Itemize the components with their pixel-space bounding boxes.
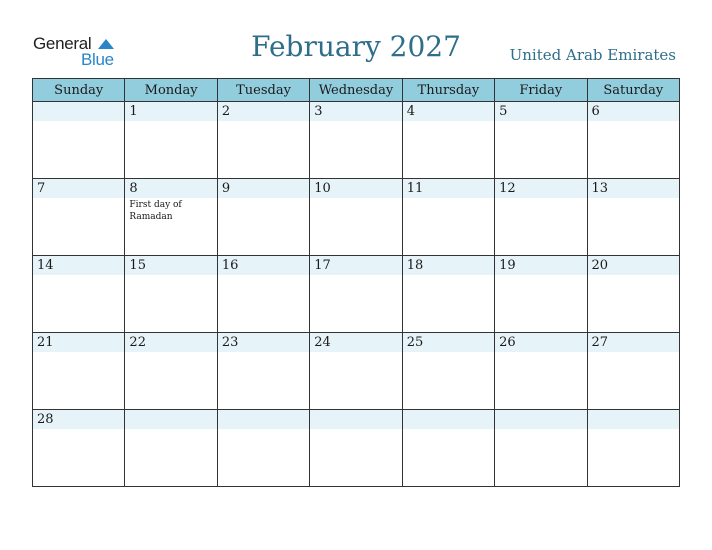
day-cell bbox=[217, 410, 309, 487]
day-number-band bbox=[588, 102, 679, 121]
day-number-band bbox=[125, 179, 216, 198]
day-number: 14 bbox=[37, 258, 54, 273]
day-number-band bbox=[588, 179, 679, 198]
day-cell bbox=[310, 333, 402, 410]
day-number-band bbox=[495, 410, 586, 429]
weekday-header: Saturday bbox=[587, 79, 679, 102]
day-cell bbox=[495, 333, 587, 410]
day-cell bbox=[125, 256, 217, 333]
day-number: 13 bbox=[591, 181, 609, 196]
day-cell bbox=[125, 102, 217, 179]
day-cell bbox=[217, 256, 309, 333]
week-row bbox=[33, 410, 680, 487]
day-number: 5 bbox=[499, 104, 508, 119]
calendar-grid bbox=[32, 78, 680, 487]
week-row bbox=[33, 333, 680, 410]
day-number-band bbox=[403, 102, 494, 121]
day-cell bbox=[587, 333, 679, 410]
holiday-event: First day of Ramadan bbox=[129, 200, 182, 222]
day-number-band bbox=[218, 256, 309, 275]
day-cell bbox=[217, 102, 309, 179]
week-row bbox=[33, 179, 680, 256]
logo-text-blue: Blue bbox=[81, 50, 114, 69]
day-number: 3 bbox=[314, 104, 323, 119]
day-number: 20 bbox=[591, 258, 609, 273]
calendar-body bbox=[33, 102, 680, 487]
day-number-band bbox=[310, 333, 401, 352]
day-number: 17 bbox=[314, 258, 331, 273]
weekday-header-row bbox=[33, 79, 680, 102]
day-number-band bbox=[403, 333, 494, 352]
day-number-band bbox=[588, 256, 679, 275]
day-cell bbox=[310, 256, 402, 333]
day-cell bbox=[33, 256, 125, 333]
day-cell bbox=[587, 179, 679, 256]
day-number-band bbox=[403, 179, 494, 198]
day-number: 22 bbox=[129, 335, 146, 350]
day-number: 15 bbox=[129, 258, 146, 273]
day-number-band bbox=[218, 333, 309, 352]
day-number-band bbox=[33, 179, 124, 198]
day-number-band bbox=[495, 179, 586, 198]
day-cell bbox=[33, 179, 125, 256]
day-cell bbox=[33, 410, 125, 487]
day-number: 9 bbox=[221, 181, 231, 196]
weekday-header: Tuesday bbox=[217, 79, 309, 102]
day-number: 21 bbox=[37, 335, 54, 350]
country-label: United Arab Emirates bbox=[509, 46, 676, 64]
logo-text-general: General bbox=[33, 34, 92, 53]
day-number-band bbox=[310, 410, 401, 429]
day-number: 11 bbox=[406, 181, 424, 196]
day-number-band bbox=[33, 410, 124, 429]
day-cell bbox=[402, 333, 494, 410]
weekday-header: Sunday bbox=[33, 79, 125, 102]
day-number: 18 bbox=[406, 258, 424, 273]
day-number: 27 bbox=[591, 335, 609, 350]
day-number-band bbox=[403, 410, 494, 429]
weekday-header: Wednesday bbox=[310, 79, 402, 102]
day-number: 4 bbox=[406, 104, 415, 119]
day-number: 10 bbox=[314, 181, 331, 196]
day-cell bbox=[125, 179, 217, 256]
day-number: 25 bbox=[406, 335, 424, 350]
day-number-band bbox=[310, 179, 401, 198]
day-number-band bbox=[125, 333, 216, 352]
day-number-band bbox=[403, 256, 494, 275]
day-cell bbox=[402, 410, 494, 487]
day-number-band bbox=[33, 256, 124, 275]
day-number-band bbox=[125, 102, 216, 121]
day-cell bbox=[402, 256, 494, 333]
day-number: 7 bbox=[37, 181, 46, 196]
day-number-band bbox=[495, 333, 586, 352]
day-number-band bbox=[218, 410, 309, 429]
day-number-band bbox=[125, 256, 216, 275]
day-cell bbox=[33, 333, 125, 410]
day-cell bbox=[495, 179, 587, 256]
day-cell bbox=[310, 179, 402, 256]
day-cell bbox=[217, 333, 309, 410]
day-cell bbox=[125, 410, 217, 487]
day-number-band bbox=[495, 102, 586, 121]
weekday-header: Thursday bbox=[402, 79, 494, 102]
day-number-band bbox=[588, 333, 679, 352]
day-cell bbox=[310, 410, 402, 487]
week-row bbox=[33, 256, 680, 333]
day-number: 28 bbox=[37, 412, 54, 427]
day-cell bbox=[495, 102, 587, 179]
day-number-band bbox=[218, 102, 309, 121]
day-cell bbox=[587, 410, 679, 487]
day-number: 26 bbox=[499, 335, 516, 350]
day-number-band bbox=[125, 410, 216, 429]
day-cell bbox=[587, 256, 679, 333]
day-cell bbox=[125, 333, 217, 410]
day-number-band bbox=[310, 256, 401, 275]
day-cell bbox=[495, 256, 587, 333]
day-number-band bbox=[218, 179, 309, 198]
week-row bbox=[33, 102, 680, 179]
weekday-header: Friday bbox=[495, 79, 587, 102]
day-number-band bbox=[495, 256, 586, 275]
page-title: February 2027 bbox=[251, 30, 461, 63]
day-cell bbox=[402, 179, 494, 256]
day-cell bbox=[402, 102, 494, 179]
day-number-band bbox=[588, 410, 679, 429]
day-number: 24 bbox=[314, 335, 331, 350]
day-number: 23 bbox=[221, 335, 239, 350]
day-cell bbox=[495, 410, 587, 487]
day-cell bbox=[217, 179, 309, 256]
day-number: 19 bbox=[499, 258, 516, 273]
day-number-band bbox=[33, 333, 124, 352]
day-cell bbox=[310, 102, 402, 179]
day-number-band bbox=[33, 102, 124, 121]
day-number: 6 bbox=[591, 104, 600, 119]
weekday-header: Monday bbox=[125, 79, 217, 102]
day-number: 2 bbox=[221, 104, 231, 119]
day-number: 1 bbox=[129, 104, 138, 119]
day-number: 8 bbox=[129, 181, 138, 196]
day-cell bbox=[33, 102, 125, 179]
day-number: 16 bbox=[221, 258, 239, 273]
day-cell bbox=[587, 102, 679, 179]
day-number-band bbox=[310, 102, 401, 121]
day-number: 12 bbox=[499, 181, 516, 196]
